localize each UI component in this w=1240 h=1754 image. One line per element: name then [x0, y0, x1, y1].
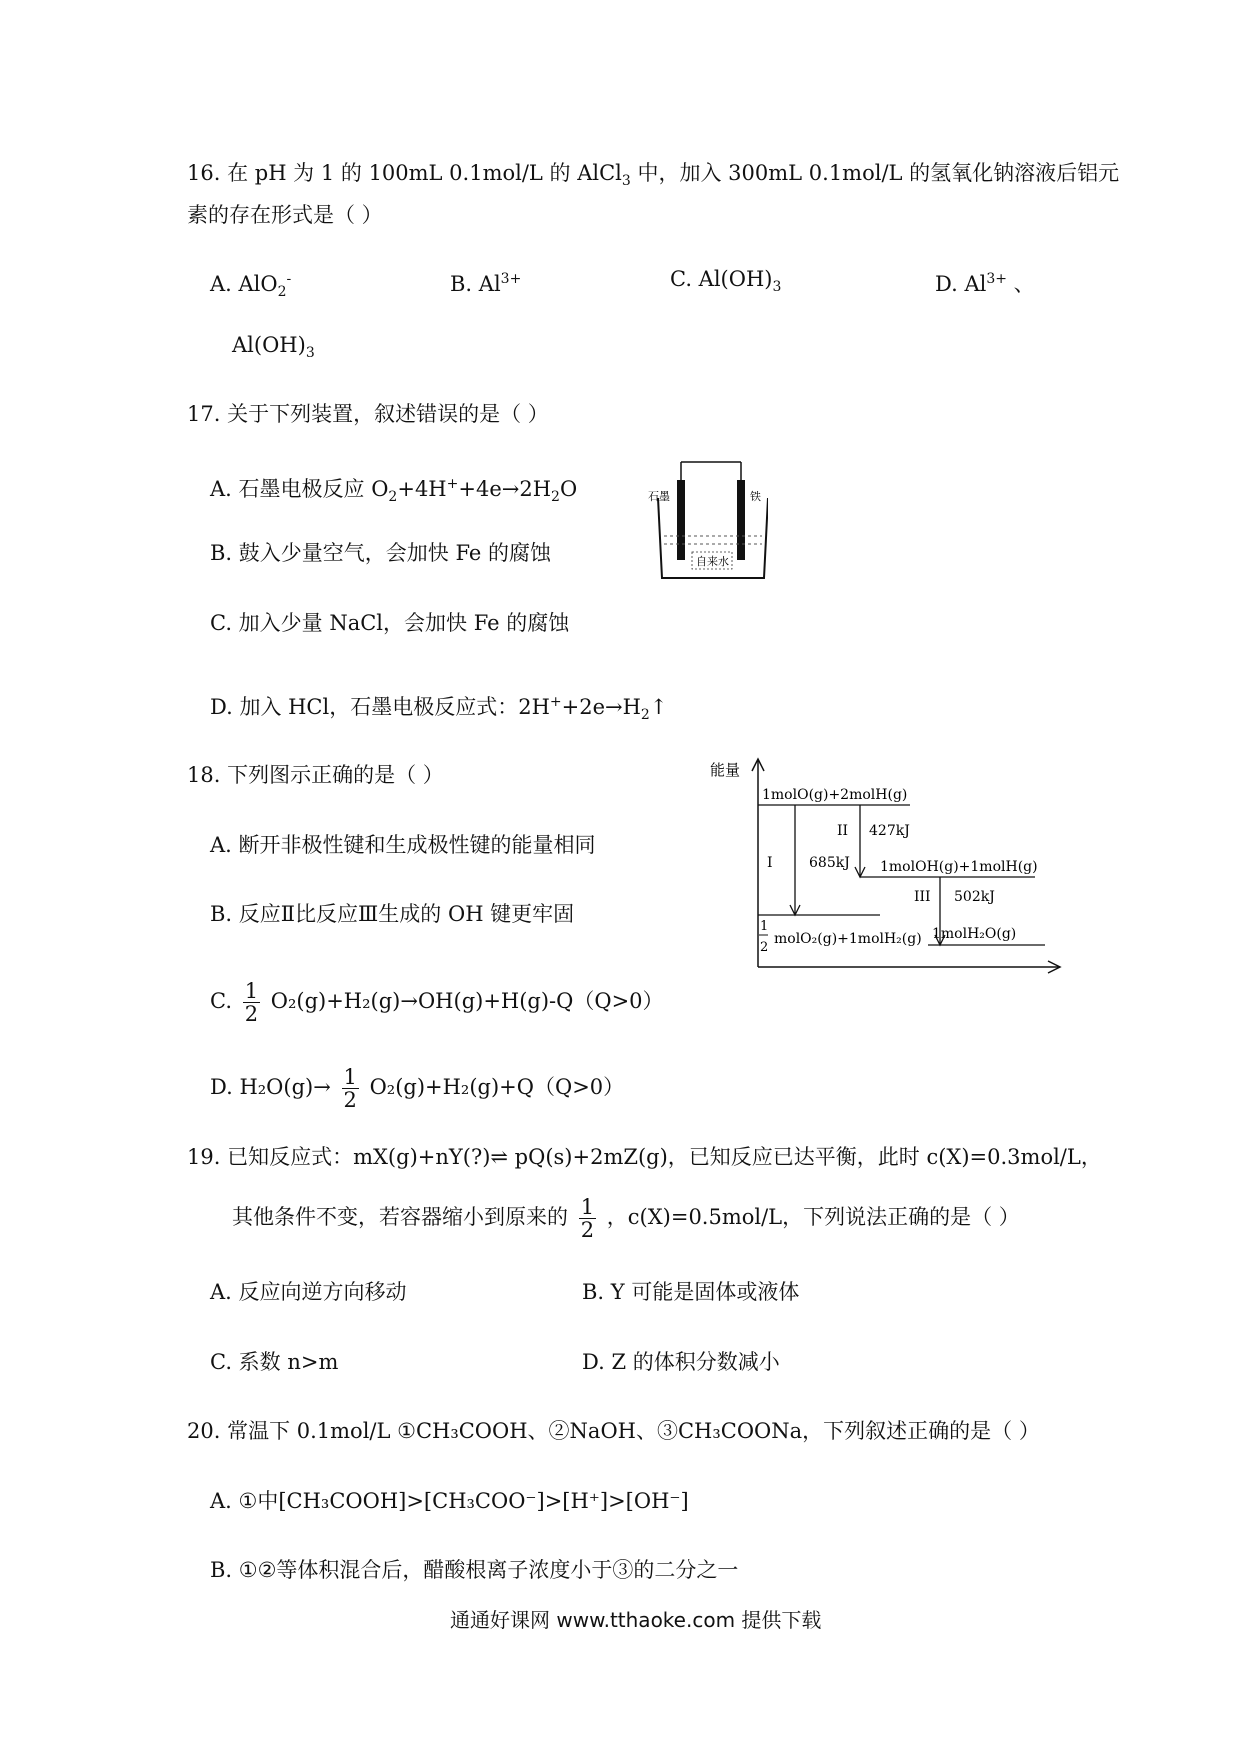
q18-energy-diagram — [710, 755, 1070, 985]
q19-stem-line2: 其他条件不变，若容器缩小到原来的 $\frac{1}{2}$ ，c(X)=0.5mol/L，下列说法正确的是（ ） — [232, 1195, 1020, 1242]
mid-level-label: 1molOH(g)+1molH(g) — [880, 859, 1038, 875]
one-half-fraction: $\frac{1}{2}$ — [580, 1195, 595, 1242]
label-III: III — [914, 889, 931, 905]
label-I: I — [767, 855, 773, 871]
right-level-label: 1molH₂O(g) — [932, 926, 1017, 942]
q17-iron-electrode — [737, 480, 745, 560]
label-II: II — [837, 823, 849, 839]
q16-stem-line2: 素的存在形式是（ ） — [187, 203, 383, 227]
bottom-frac-num: 1 — [760, 919, 769, 934]
bottom-frac-den: 2 — [760, 940, 769, 955]
q17-liquid-label: 自来水 — [696, 555, 729, 568]
q20-option-b: B. ①②等体积混合后，醋酸根离子浓度小于③的二分之一 — [210, 1558, 739, 1582]
q19-option-c: C. 系数 n>m — [210, 1350, 339, 1374]
q17-graphite-electrode — [677, 480, 685, 560]
q17-option-b: B. 鼓入少量空气，会加快 Fe 的腐蚀 — [210, 541, 551, 565]
q17-option-c: C. 加入少量 NaCl，会加快 Fe 的腐蚀 — [210, 611, 570, 635]
q18-option-b: B. 反应Ⅱ比反应Ⅲ生成的 OH 键更牢固 — [210, 902, 575, 926]
q17-left-label: 石墨 — [648, 490, 670, 503]
top-level-label: 1molO(g)+2molH(g) — [762, 787, 908, 803]
value-III: 502kJ — [954, 889, 995, 905]
value-II: 427kJ — [869, 823, 910, 839]
q18-stem: 18. 下列图示正确的是（ ） — [187, 763, 444, 787]
page-footer: 通通好课网 www.tthaoke.com 提供下载 — [450, 1608, 822, 1632]
q16-option-a: A. AlO$_2$- — [210, 271, 292, 301]
q16-option-b: B. $Al^{3+}$ — [450, 271, 522, 296]
q20-stem: 20. 常温下 0.1mol/L ①CH₃COOH、②NaOH、③CH₃COONa，下列叙述正确的是（ ） — [187, 1419, 1040, 1443]
bottom-level-label: molO₂(g)+1molH₂(g) — [774, 931, 922, 947]
q20-option-a: A. ①中[CH₃COOH]>[CH₃COO⁻]>[H⁺]>[OH⁻] — [210, 1489, 689, 1513]
q17-stem: 17. 关于下列装置，叙述错误的是（ ） — [187, 402, 549, 426]
q16-stem: 16. 在 pH 为 1 的 100mL 0.1mol/L 的 AlCl$_3$ 中，加入 300mL 0.1mol/L 的氢氧化钠溶液后铝元 — [187, 161, 1120, 190]
q19-stem: 19. 已知反应式：mX(g)+nY(?)⇌ pQ(s)+2mZ(g)，已知反应已达平衡，此时 c(X)=0.3mol/L， — [187, 1145, 1102, 1169]
q19-option-b: B. Y 可能是固体或液体 — [582, 1280, 800, 1304]
q16-option-d: D. $Al^{3+}$ 、 — [935, 271, 1035, 296]
one-half-fraction: $\frac{1}{2}$ — [244, 979, 259, 1026]
q16-option-c: C. $Al(OH)_3$ — [670, 267, 782, 296]
q17-option-d: D. 加入 HCl，石墨电极反应式：$2H^++2e\to H_2↑$ — [210, 694, 668, 724]
q18-option-a: A. 断开非极性键和生成极性键的能量相同 — [210, 833, 596, 857]
energy-axis-label: 能量 — [710, 761, 741, 779]
q19-option-a: A. 反应向逆方向移动 — [210, 1280, 407, 1304]
q17-right-label: 铁 — [750, 490, 761, 503]
q18-option-d: D. H₂O(g)→ $\frac{1}{2}$ O₂(g)+H₂(g)+Q（Q>0） — [210, 1065, 625, 1112]
q19-option-d: D. Z 的体积分数减小 — [582, 1350, 780, 1374]
q18-option-c: C. $\frac{1}{2}$ O₂(g)+H₂(g)→OH(g)+H(g)-Q（Q>0） — [210, 979, 664, 1026]
one-half-fraction: $\frac{1}{2}$ — [343, 1065, 357, 1112]
q17-cell-figure — [648, 460, 768, 588]
q17-option-a: A. 石墨电极反应 $O_2+4H^++4e\to 2H_2O$ — [210, 476, 578, 506]
q16-option-d-line2: $Al(OH)_3$ — [232, 333, 315, 362]
value-I: 685kJ — [809, 855, 850, 871]
